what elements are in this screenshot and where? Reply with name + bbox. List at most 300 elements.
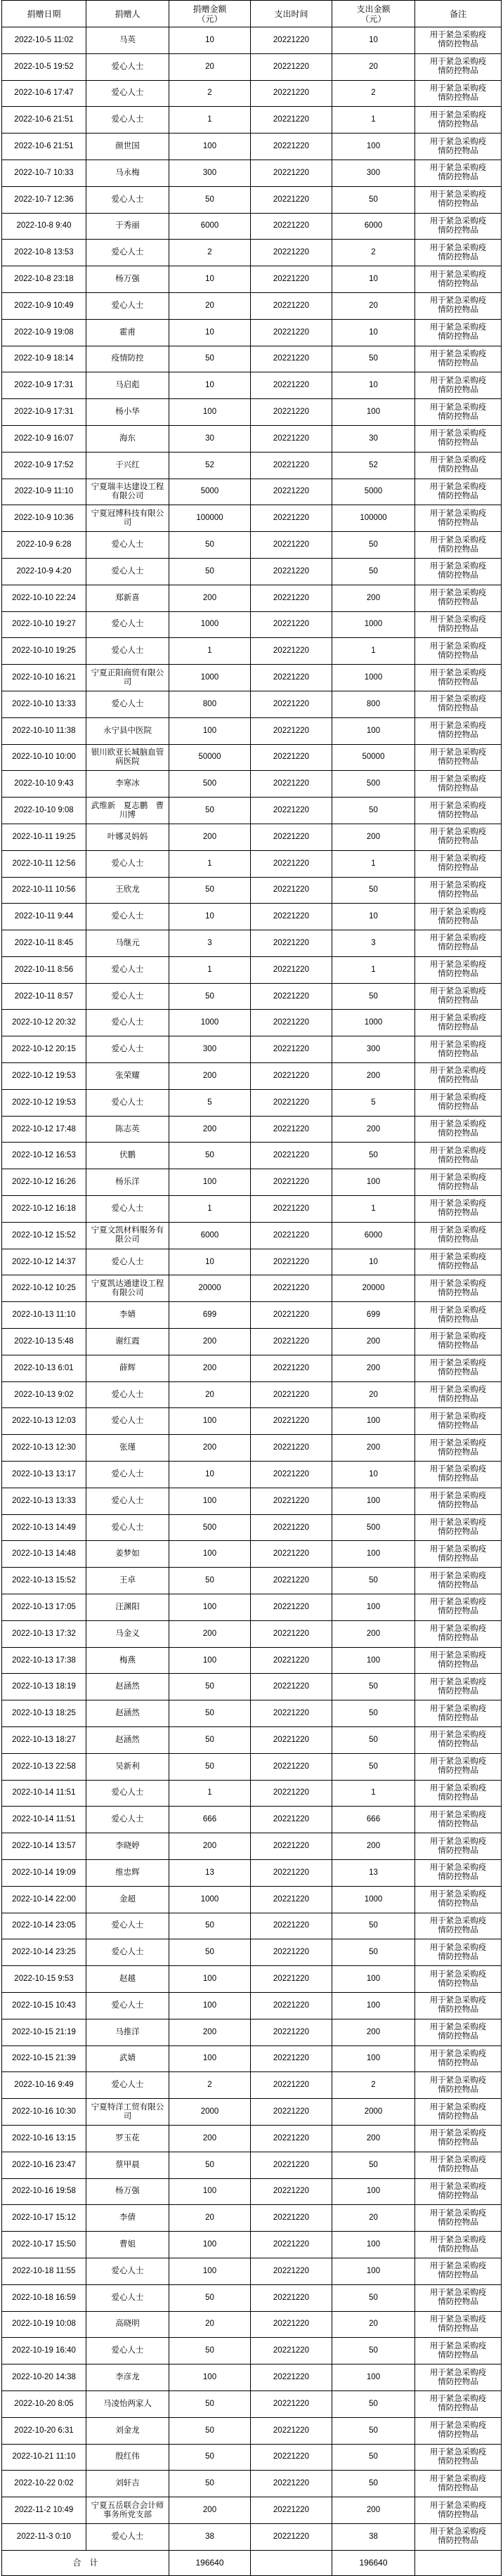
donation-date: 2022-10-18 16:59 [12, 2293, 76, 2302]
expense-time-cell [251, 1700, 332, 1726]
expense-amount: 10 [369, 1257, 378, 1266]
total-expense-amount: 196640 [359, 2557, 388, 2568]
donor-name-cell [86, 2258, 169, 2284]
donation-amount: 2 [207, 89, 212, 98]
expense-time: 20221220 [273, 646, 310, 656]
donation-date-cell [2, 187, 86, 213]
expense-time: 20221220 [273, 1549, 310, 1559]
donation-amount: 100 [202, 1178, 217, 1187]
donor-name: 爱心人士 [111, 566, 144, 575]
donation-amount-cell [169, 2072, 251, 2098]
donation-amount: 20 [205, 301, 214, 310]
donor-name: 马永梅 [115, 168, 140, 177]
expense-amount: 50 [369, 1576, 378, 1585]
donation-amount-cell [169, 1275, 251, 1301]
donor-name: 曹姐 [119, 2240, 136, 2249]
donation-amount: 10 [205, 275, 214, 284]
donor-name: 李晓婷 [115, 1842, 140, 1851]
note-cell [415, 2471, 502, 2497]
note-cell [415, 638, 502, 664]
note: 用于紧急采购疫情防控物品 [429, 1996, 487, 2015]
table-row [2, 984, 502, 1010]
expense-time: 20221220 [273, 1709, 310, 1718]
expense-amount: 200 [366, 2133, 381, 2142]
header-donation-amount-label: 捐赠金额（元） [192, 4, 227, 24]
expense-amount-cell [332, 2364, 415, 2390]
donor-name-cell [86, 1302, 169, 1328]
expense-time: 20221220 [273, 859, 310, 868]
donation-date-cell [2, 771, 86, 797]
expense-amount-cell [332, 1435, 415, 1461]
donation-date-cell [2, 1727, 86, 1753]
note-cell [415, 1807, 502, 1833]
donation-date-cell [2, 1807, 86, 1833]
donation-date: 2022-10-9 11:10 [14, 487, 74, 496]
donation-amount: 52 [205, 460, 214, 469]
donation-date-cell [2, 240, 86, 266]
donor-name: 爱心人士 [111, 1948, 144, 1957]
donation-amount: 200 [202, 1071, 217, 1080]
donor-name: 宁夏冠博科技有限公司 [91, 509, 164, 527]
donor-name: 宁夏文凯材料服务有限公司 [91, 1226, 164, 1244]
donation-amount-cell [169, 1621, 251, 1647]
expense-time: 20221220 [273, 1655, 310, 1665]
donation-date: 2022-10-13 17:38 [12, 1655, 76, 1665]
donation-date-cell [2, 585, 86, 611]
donation-date-cell [2, 2152, 86, 2178]
donor-name: 姜梦如 [115, 1549, 140, 1559]
expense-time-cell [251, 107, 332, 133]
expense-amount: 20 [369, 62, 378, 71]
expense-time: 20221220 [273, 2001, 310, 2010]
expense-time-cell [251, 1169, 332, 1195]
donor-name: 赵越 [119, 1975, 136, 1984]
donation-date-cell [2, 1594, 86, 1620]
expense-amount: 100 [366, 726, 381, 735]
donation-amount-cell [169, 851, 251, 877]
donation-amount: 50 [205, 540, 214, 549]
donation-date: 2022-10-13 17:32 [12, 1629, 76, 1638]
table-row [2, 612, 502, 639]
donor-name: 爱心人士 [111, 1417, 144, 1426]
donation-date: 2022-10-9 19:08 [14, 327, 74, 337]
expense-amount-cell [332, 878, 415, 904]
note-cell [415, 1462, 502, 1488]
note: 用于紧急采购疫情防控物品 [429, 164, 487, 182]
donor-name-cell [86, 320, 169, 346]
donation-date-cell [2, 1621, 86, 1647]
donation-amount-cell [169, 691, 251, 717]
donation-amount-cell [169, 1408, 251, 1434]
table-row [2, 691, 502, 718]
donation-amount: 50 [205, 2452, 214, 2461]
donor-name: 爱心人士 [111, 62, 144, 71]
note-cell [415, 1541, 502, 1567]
donor-name: 刘金龙 [115, 2426, 140, 2435]
expense-amount-cell [332, 2152, 415, 2178]
expense-amount: 50 [369, 540, 378, 549]
note-cell [415, 2312, 502, 2338]
expense-amount: 200 [366, 1443, 381, 1452]
donor-name-cell [86, 214, 169, 240]
expense-amount-cell [332, 107, 415, 133]
donation-date-cell [2, 1302, 86, 1328]
donation-amount-cell [169, 2046, 251, 2072]
donation-amount-cell [169, 1674, 251, 1700]
expense-time-cell [251, 1993, 332, 2019]
expense-amount-cell [332, 851, 415, 877]
note: 用于紧急采购疫情防控物品 [429, 987, 487, 1006]
expense-time-cell [251, 1249, 332, 1275]
donation-amount-cell [169, 904, 251, 930]
donation-amount: 666 [202, 1815, 217, 1824]
note: 用于紧急采购疫情防控物品 [429, 1571, 487, 1589]
donor-name: 爱心人士 [111, 620, 144, 629]
donation-amount: 10 [205, 381, 214, 390]
donation-date: 2022-10-22 0:02 [14, 2479, 74, 2488]
table-row [2, 638, 502, 665]
expense-amount: 1000 [364, 673, 383, 682]
donation-amount-cell [169, 2099, 251, 2125]
donor-name-cell [86, 1887, 169, 1913]
table-row [2, 1302, 502, 1329]
expense-amount: 50 [369, 2160, 378, 2169]
donor-name-cell [86, 1781, 169, 1807]
expense-amount-cell [332, 160, 415, 186]
donation-amount: 6000 [200, 1230, 219, 1240]
donation-date-cell [2, 2364, 86, 2390]
donor-name-cell [86, 2285, 169, 2311]
expense-time-cell [251, 2019, 332, 2045]
donation-amount: 200 [202, 1443, 217, 1452]
donation-date: 2022-10-11 19:25 [12, 832, 76, 841]
note-cell [415, 691, 502, 717]
table-row [2, 1090, 502, 1117]
donor-name: 爱心人士 [111, 1257, 144, 1266]
donation-amount: 6000 [200, 221, 219, 230]
header-donation-amount [169, 1, 251, 27]
note: 用于紧急采购疫情防控物品 [429, 84, 487, 102]
expense-amount: 100 [366, 142, 381, 151]
expense-time: 20221220 [273, 1071, 310, 1080]
expense-amount: 50 [369, 1709, 378, 1718]
donor-name: 殷红伟 [115, 2452, 140, 2461]
donation-date-cell [2, 1993, 86, 2019]
note-cell [415, 160, 502, 186]
expense-amount: 50000 [362, 753, 385, 762]
note-cell [415, 1568, 502, 1594]
donor-name-cell [86, 1010, 169, 1036]
expense-time: 20221220 [273, 1948, 310, 1957]
expense-amount-cell [332, 1993, 415, 2019]
note: 用于紧急采购疫情防控物品 [429, 1863, 487, 1882]
note-cell [415, 1966, 502, 1992]
note: 用于紧急采购疫情防控物品 [429, 1438, 487, 1457]
expense-amount: 10 [369, 1469, 378, 1478]
donor-name: 赵涵然 [115, 1682, 140, 1691]
donation-date-cell [2, 1249, 86, 1275]
donation-amount: 50 [205, 1151, 214, 1160]
table-row [2, 1382, 502, 1409]
expense-amount: 50 [369, 1682, 378, 1691]
note-cell [415, 214, 502, 240]
expense-amount: 50 [369, 1921, 378, 1930]
donation-amount-cell [169, 1090, 251, 1116]
expense-time-cell [251, 293, 332, 319]
donor-name-cell [86, 1329, 169, 1355]
donation-date: 2022-10-13 18:19 [12, 1682, 76, 1691]
donation-date: 2022-10-13 6:01 [14, 1363, 74, 1372]
donation-date-cell [2, 2232, 86, 2258]
expense-time-cell [251, 1781, 332, 1807]
donor-name: 疫情防控 [111, 354, 144, 363]
table-row [2, 479, 502, 506]
donation-date: 2022-10-8 9:40 [16, 221, 72, 230]
donation-amount-cell [169, 2364, 251, 2390]
expense-time: 20221220 [273, 1230, 310, 1240]
donation-amount-cell [169, 1754, 251, 1780]
note-cell [415, 798, 502, 824]
expense-time: 20221220 [273, 514, 310, 523]
expense-amount-cell [332, 187, 415, 213]
donation-amount-cell [169, 2232, 251, 2258]
note: 用于紧急采购疫情防控物品 [429, 403, 487, 421]
donor-name: 爱心人士 [111, 89, 144, 98]
expense-time: 20221220 [273, 1443, 310, 1452]
donation-amount-cell [169, 1036, 251, 1062]
note: 用于紧急采购疫情防控物品 [429, 1704, 487, 1722]
note-cell [415, 1727, 502, 1753]
donation-amount-cell [169, 2285, 251, 2311]
expense-amount: 200 [366, 1363, 381, 1372]
note-cell [415, 2391, 502, 2417]
donor-name-cell [86, 505, 169, 531]
donor-name: 爱心人士 [111, 699, 144, 708]
donation-date: 2022-10-15 21:39 [12, 2054, 76, 2063]
donation-date: 2022-10-9 18:14 [14, 354, 74, 363]
note-cell [415, 479, 502, 505]
donor-name: 王卓 [119, 1576, 136, 1585]
donation-date-cell [2, 1090, 86, 1116]
note-cell [415, 2126, 502, 2152]
expense-amount: 1 [371, 1788, 376, 1797]
note-cell [415, 2152, 502, 2178]
expense-time: 20221220 [273, 1788, 310, 1797]
donation-amount: 500 [202, 779, 217, 788]
donation-amount: 20 [205, 2320, 214, 2329]
donor-name-cell [86, 2418, 169, 2444]
expense-time: 20221220 [273, 142, 310, 151]
table-row [2, 1939, 502, 1966]
donation-date-cell [2, 266, 86, 292]
expense-time: 20221220 [273, 2160, 310, 2169]
expense-time: 20221220 [273, 1336, 310, 1346]
donation-date: 2022-10-13 15:52 [12, 1576, 76, 1585]
donation-amount: 800 [202, 699, 217, 708]
expense-amount-cell [332, 134, 415, 160]
expense-amount-cell [332, 2099, 415, 2125]
expense-amount: 50 [369, 2452, 378, 2461]
donation-amount-cell [169, 1063, 251, 1089]
expense-time: 20221220 [273, 2532, 310, 2541]
note: 用于紧急采购疫情防控物品 [429, 695, 487, 713]
donation-amount: 300 [202, 168, 217, 177]
expense-time-cell [251, 2418, 332, 2444]
expense-time-cell [251, 691, 332, 717]
expense-time: 20221220 [273, 1257, 310, 1266]
donation-amount: 50 [205, 885, 214, 895]
expense-time-cell [251, 1674, 332, 1700]
expense-time-cell [251, 1727, 332, 1753]
note: 用于紧急采购疫情防控物品 [429, 1890, 487, 1908]
donation-date-cell [2, 1355, 86, 1381]
donation-date-cell [2, 1860, 86, 1886]
donation-amount-cell [169, 1700, 251, 1726]
donor-name-cell [86, 1488, 169, 1514]
donation-amount: 50 [205, 1762, 214, 1771]
note: 用于紧急采购疫情防控物品 [429, 1226, 487, 1244]
expense-amount: 200 [366, 2027, 381, 2036]
expense-time-cell [251, 1435, 332, 1461]
donation-date: 2022-10-12 17:48 [12, 1124, 76, 1133]
expense-time-cell [251, 1939, 332, 1965]
donation-amount: 3 [207, 938, 212, 947]
note-cell [415, 1090, 502, 1116]
donation-amount-cell [169, 2338, 251, 2364]
expense-amount-cell [332, 1807, 415, 1833]
table-row [2, 372, 502, 399]
expense-time-cell [251, 1275, 332, 1301]
donation-amount-cell [169, 1515, 251, 1541]
expense-time: 20221220 [273, 248, 310, 257]
expense-time: 20221220 [273, 2027, 310, 2036]
expense-amount-cell [332, 745, 415, 771]
donation-date: 2022-10-7 12:36 [14, 195, 74, 204]
expense-time: 20221220 [273, 2346, 310, 2355]
donor-name: 爱心人士 [111, 2001, 144, 2010]
table-row [2, 2497, 502, 2524]
donation-date: 2022-10-10 16:21 [12, 673, 76, 682]
donor-name: 爱心人士 [111, 1496, 144, 1505]
table-row [2, 505, 502, 532]
note-cell [415, 984, 502, 1010]
donor-name-cell [86, 1275, 169, 1301]
expense-time-cell [251, 1143, 332, 1169]
expense-time-cell [251, 479, 332, 505]
donor-name-cell [86, 134, 169, 160]
expense-amount-cell [332, 1090, 415, 1116]
expense-amount: 50 [369, 1735, 378, 1744]
note: 用于紧急采购疫情防控物品 [429, 2289, 487, 2307]
expense-time-cell [251, 1754, 332, 1780]
donation-date: 2022-10-14 11:51 [12, 1815, 76, 1824]
table-row [2, 27, 502, 54]
expense-time-cell [251, 2391, 332, 2417]
expense-amount: 5 [371, 1098, 376, 1107]
expense-amount: 20000 [362, 1284, 385, 1293]
table-row [2, 346, 502, 373]
expense-amount: 10 [369, 327, 378, 337]
donation-amount: 100 [202, 1496, 217, 1505]
donation-amount-cell [169, 1781, 251, 1807]
donation-date: 2022-10-14 22:00 [12, 1894, 76, 1904]
donation-amount-cell [169, 399, 251, 425]
header-expense-time-label: 支出时间 [274, 8, 308, 19]
donation-date-cell [2, 2524, 86, 2550]
donor-name-cell [86, 2019, 169, 2045]
table-row [2, 1913, 502, 1940]
donation-amount-cell [169, 1887, 251, 1913]
note: 用于紧急采购疫情防控物品 [429, 2528, 487, 2546]
note: 用于紧急采购疫情防控物品 [429, 1810, 487, 1828]
donor-name-cell [86, 1754, 169, 1780]
donation-amount: 200 [202, 1629, 217, 1638]
donor-name-cell [86, 1249, 169, 1275]
note: 用于紧急采购疫情防控物品 [429, 2421, 487, 2440]
donor-name: 于兴红 [115, 460, 140, 469]
expense-amount-cell [332, 1727, 415, 1753]
expense-amount-cell [332, 372, 415, 398]
note-cell [415, 2205, 502, 2231]
note: 用于紧急采购疫情防控物品 [429, 2368, 487, 2386]
donation-amount: 1000 [200, 673, 219, 682]
donor-name-cell [86, 1594, 169, 1620]
donation-amount-cell [169, 1355, 251, 1381]
donation-amount-cell [169, 957, 251, 983]
expense-time-cell [251, 2179, 332, 2205]
expense-time-cell [251, 2524, 332, 2550]
expense-amount: 1000 [364, 620, 383, 629]
table-row [2, 1860, 502, 1887]
donation-date: 2022-10-9 6:28 [16, 540, 72, 549]
donation-date-cell [2, 107, 86, 133]
donation-amount: 200 [202, 2133, 217, 2142]
donation-amount: 50 [205, 195, 214, 204]
note: 用于紧急采购疫情防控物品 [429, 31, 487, 49]
donation-amount: 100 [202, 408, 217, 417]
donation-amount: 50 [205, 1948, 214, 1957]
donation-amount: 200 [202, 593, 217, 602]
expense-amount-cell [332, 1249, 415, 1275]
expense-time-cell [251, 214, 332, 240]
donor-name: 爱心人士 [111, 540, 144, 549]
expense-time: 20221220 [273, 1124, 310, 1133]
donation-amount: 200 [202, 832, 217, 841]
donor-name-cell [86, 1966, 169, 1992]
expense-amount: 100 [366, 2001, 381, 2010]
donor-name-cell [86, 532, 169, 558]
donor-name-cell [86, 1833, 169, 1859]
note-cell [415, 2338, 502, 2364]
expense-amount: 200 [366, 2506, 381, 2514]
expense-amount: 13 [369, 1868, 378, 1877]
expense-time: 20221220 [273, 408, 310, 417]
note: 用于紧急采购疫情防控物品 [429, 2447, 487, 2466]
donation-amount-cell [169, 320, 251, 346]
expense-time: 20221220 [273, 2426, 310, 2435]
donor-name-cell [86, 479, 169, 505]
expense-time-cell [251, 771, 332, 797]
expense-amount-cell [332, 1275, 415, 1301]
expense-amount-cell [332, 1036, 415, 1062]
note-cell [415, 1196, 502, 1222]
expense-amount: 10 [369, 35, 378, 44]
donation-amount-cell [169, 1966, 251, 1992]
expense-time-cell [251, 559, 332, 585]
expense-time: 20221220 [273, 1894, 310, 1904]
expense-time-cell [251, 1833, 332, 1859]
note-cell [415, 1887, 502, 1913]
